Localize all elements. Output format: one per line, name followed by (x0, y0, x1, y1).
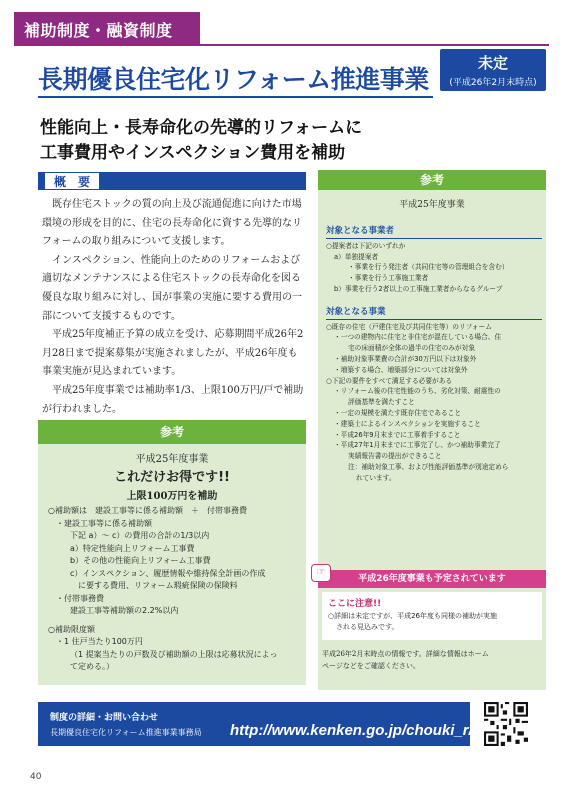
list-item: ・1 住戸当たり100万円 (56, 637, 143, 646)
list-item: ○既存の住宅（戸建住宅及び共同住宅等）のリフォーム (326, 322, 492, 331)
list-item: 実績報告書の提出ができること (348, 452, 442, 461)
category-divider (14, 44, 549, 46)
overview-body (42, 196, 304, 419)
list-item: ・平成27年1月末までに工事完了し、かつ補助事業完了 (334, 441, 501, 450)
reference-heading-right: 参考 (318, 170, 546, 190)
hand-pointing-icon: ☞ (311, 564, 331, 582)
list-item: ○下記の要件をすべて満足する必要がある (326, 376, 453, 385)
list-item: b）その他の性能向上リフォーム工事費 (70, 556, 211, 565)
eligible-applicants-list (326, 241, 542, 295)
list-item: a）単独提案者 (334, 252, 379, 261)
list-item: a）特定性能向上リフォーム工事費 (70, 543, 195, 553)
list-item: ・一つの建物内に住宅と非住宅が混在している場合、住 (334, 333, 502, 342)
subsidy-details-list (48, 505, 300, 674)
eligible-applicants-title: 対象となる事業者 (326, 226, 395, 236)
status-date: (平成26年2月末時点) (449, 78, 537, 88)
overview-paragraph: 平成25年度事業では補助率1/3、上限100万円/戸で補助が行われました。 (42, 384, 304, 415)
subtitle-line-2: 工事費用やインスペクション費用を補助 (40, 143, 346, 163)
overview-paragraph: 既存住宅ストックの質の向上及び流通促進に向けた市場環境の形成を目的に、住宅の長寿命化に資する先導的なリフォームの取り組みについて支援します。 (42, 199, 302, 248)
contact-heading: 制度の詳細・お問い合わせ (50, 713, 159, 723)
list-item: ・一定の規模を満たす既存住宅であること (334, 408, 462, 417)
qr-code-icon (484, 702, 528, 746)
list-item: ・増築する場合、増築部分については対象外 (334, 365, 468, 374)
list-item: ○補助額は 建設工事等に係る補助額 ＋ 付帯事務費 (48, 506, 247, 515)
subtitle-line-1: 性能向上・長寿命化の先導的リフォームに (40, 118, 363, 138)
contact-footer (38, 702, 473, 746)
category-tab: 補助制度・融資制度 (14, 12, 200, 46)
list-item: c）インスペクション、履歴情報や維持保全計画の作成 (70, 568, 266, 578)
list-item: 注：補助対象工事、および性能評価基準が別途定めら (348, 462, 509, 471)
list-item: ・事業を行う発注者（共同住宅等の管理組合を含む） (348, 263, 509, 272)
section-rule (326, 238, 542, 239)
status-badge (440, 49, 546, 91)
notice-line: ○詳細は未定ですが、平成26年度も同様の補助が実施 (328, 612, 498, 620)
reference-headline: これだけお得です!! (114, 470, 230, 485)
info-line: ページなどをご確認ください。 (322, 662, 420, 670)
reference-year: 平成25年度事業 (135, 454, 209, 465)
eligible-projects-title: 対象となる事業 (326, 306, 386, 317)
list-item: ・平成26年9月末までに工事着手すること (334, 430, 461, 439)
list-item: ・付帯事務費 (56, 593, 104, 603)
reference-heading: 参考 (38, 420, 306, 444)
list-item: れています。 (356, 473, 396, 482)
eligible-projects-list (326, 322, 542, 484)
list-item: ・建築士によるインスペクションを実施すること (334, 419, 481, 428)
list-item: ○提案者は下記のいずれか (326, 241, 406, 250)
notice-box (322, 592, 542, 640)
reference-limit: 上限100万円を補助 (126, 491, 218, 502)
section-rule (326, 319, 542, 320)
list-item: 宅の床面積が全体の過半の住宅のみが対象 (348, 344, 476, 353)
reference-year-right: 平成25年度事業 (399, 200, 465, 210)
notice-text (328, 611, 536, 633)
contact-url-link[interactable]: http://www.kenken.go.jp/chouki_r/ (230, 722, 473, 739)
list-item: ・補助対象事業費の合計が30万円以下は対象外 (334, 354, 477, 363)
list-item: 評価基準を満たすこと (348, 398, 415, 407)
page-number: 40 (30, 772, 42, 782)
info-note (322, 648, 542, 672)
info-line: 平成26年2月末時点の情報です。詳細な情報はホーム (322, 650, 489, 658)
notice-line: される見込みです。 (336, 623, 399, 631)
page-subtitle (40, 116, 362, 166)
title-underline (38, 96, 433, 98)
list-item: ・事業を行う工事施工業者 (348, 274, 429, 283)
list-item: に要する費用、リフォーム瑕疵保険の保険料 (78, 581, 238, 590)
list-item: b）事業を行う2者以上の工事施工業者からなるグループ (334, 284, 503, 293)
eligibility-details (326, 222, 542, 484)
overview-label: 概 要 (44, 172, 100, 190)
list-item: ○補助限度額 (48, 624, 95, 634)
fy2014-banner: 平成26年度事業も予定されています (318, 570, 546, 588)
overview-paragraph: インスペクション、性能向上のためのリフォームおよび適切なメンテナンスによる住宅ストックの長寿命化を図る優良な取り組みに対し、国が事業の実施に要する費用の一部について支援するものです。 (42, 254, 302, 322)
notice-title: ここに注意!! (328, 599, 382, 609)
list-item: ・リフォーム後の住宅性能のうち、劣化対策、耐震性の (334, 387, 501, 396)
contact-organization: 長期優良住宅化リフォーム推進事業事務局 (50, 728, 202, 737)
list-item: 建設工事等補助額の2.2%以内 (70, 606, 179, 615)
list-item: ・建設工事等に係る補助額 (56, 518, 152, 528)
status-main: 未定 (477, 54, 508, 72)
page-title: 長期優良住宅化リフォーム推進事業 (38, 65, 429, 94)
list-item: 下記 a）～ c）の費用の合計の1/3以内 (70, 531, 210, 540)
list-item: て定める。） (70, 662, 114, 671)
list-item: （1 提案当たりの戸数及び補助額の上限は応募状況によっ (70, 649, 278, 659)
overview-paragraph: 平成25年度補正予算の成立を受け、応募期間平成26年2月28日まで提案募集が実施されましたが、平成26年度も事業実施が見込まれています。 (42, 329, 304, 378)
